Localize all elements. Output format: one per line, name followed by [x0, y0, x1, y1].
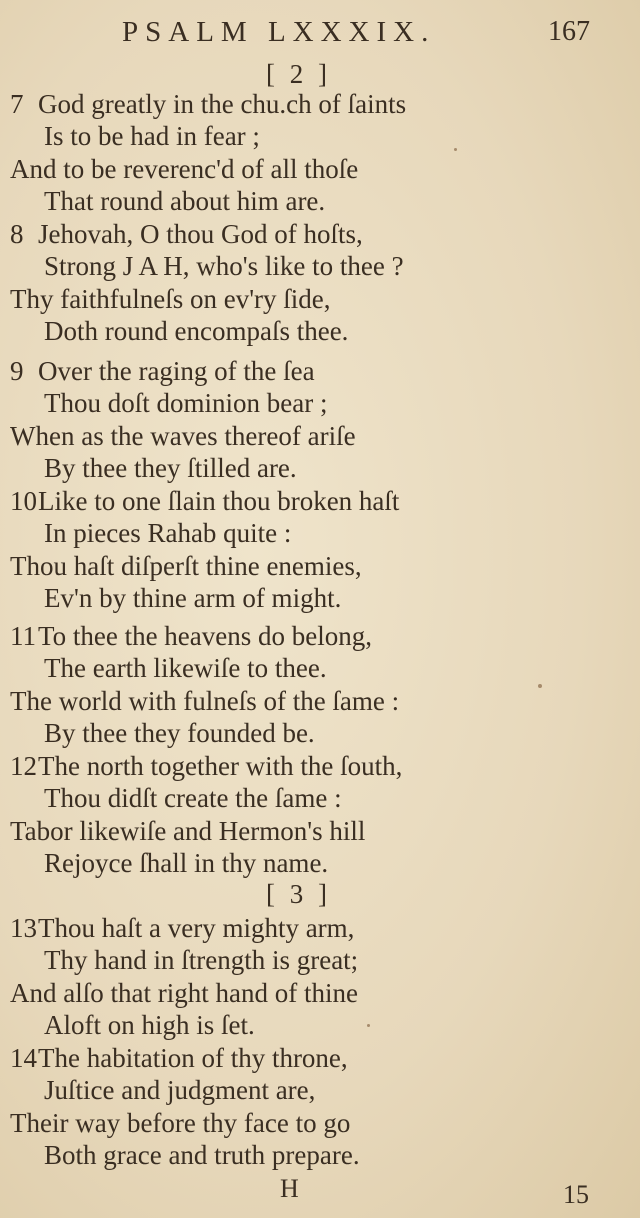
verse-line: Rejoyce ſhall in thy name.: [44, 848, 329, 878]
verse-line: When as the waves thereof ariſe: [10, 421, 356, 451]
verse-line: Doth round encompaſs thee.: [44, 316, 349, 346]
verse-line: Ev'n by thine arm of might.: [44, 583, 342, 613]
verse-line: [10, 88, 406, 120]
running-title: PSALM LXXXIX.: [122, 16, 436, 48]
verse-line: And alſo that right hand of thine: [10, 978, 358, 1008]
verse-text: Like to one ſlain thou broken haſt: [38, 486, 400, 516]
section-marker: [ 2 ]: [266, 59, 331, 89]
verse-line: That round about him are.: [44, 186, 326, 216]
verse-line: Tabor likewiſe and Hermon's hill: [10, 816, 366, 846]
verse-line: Thy hand in ſtrength is great;: [44, 945, 359, 975]
verse-line: [10, 620, 372, 652]
verse-line: Is to be had in fear ;: [44, 121, 260, 151]
verse-line: In pieces Rahab quite :: [44, 518, 292, 548]
verse-text: Jehovah, O thou God of hoſts,: [38, 219, 363, 249]
verse-number: 13: [10, 913, 37, 943]
section-marker: [ 3 ]: [266, 879, 331, 909]
verse-text: The north together with the ſouth,: [38, 751, 403, 781]
page-header: [0, 12, 640, 52]
page-number: 167: [548, 16, 590, 47]
verse-line: [10, 218, 363, 250]
paper-speck: [538, 684, 542, 688]
verse-number: 10: [10, 486, 37, 516]
verse-line: [10, 750, 402, 782]
verse-line: The world with fulneſs of the ſame :: [10, 686, 400, 716]
verse-line: And to be reverenc'd of all thoſe: [10, 154, 359, 184]
verse-line: Aloft on high is ſet.: [44, 1010, 255, 1040]
verse-number: 11: [10, 621, 36, 651]
verse-line: Their way before thy face to go: [10, 1108, 351, 1138]
verse-text: To thee the heavens do belong,: [38, 621, 373, 651]
verse-text: The habitation of thy throne,: [38, 1043, 348, 1073]
verse-text: Over the raging of the ſea: [38, 356, 315, 386]
verse-text: Thou haſt a very mighty arm,: [38, 913, 355, 943]
verse-line: By thee they founded be.: [44, 718, 315, 748]
verse-text: God greatly in the chu.ch of ſaints: [38, 89, 407, 119]
verse-line: The earth likewiſe to thee.: [44, 653, 327, 683]
verse-line: [10, 1042, 348, 1074]
verse-line: Both grace and truth prepare.: [44, 1140, 360, 1170]
verse-number: 14: [10, 1043, 37, 1073]
verse-line: By thee they ſtilled are.: [44, 453, 297, 483]
paper-speck: [367, 1024, 370, 1027]
verse-line: Juſtice and judgment are,: [44, 1075, 316, 1105]
verse-number: 7: [10, 89, 24, 119]
verse-line: Strong J A H, who's like to thee ?: [44, 251, 404, 281]
verse-line: [10, 355, 315, 387]
verse-number: 9: [10, 356, 24, 386]
verse-line: Thou haſt diſperſt thine enemies,: [10, 551, 362, 581]
verse-line: [10, 912, 354, 944]
paper-speck: [454, 148, 457, 151]
signature-mark: H: [280, 1174, 299, 1203]
verse-number: 8: [10, 219, 24, 249]
catchword-number: 15: [563, 1180, 589, 1209]
verse-line: [10, 485, 399, 517]
verse-line: Thou didſt create the ſame :: [44, 783, 342, 813]
verse-line: Thy faithfulneſs on ev'ry ſide,: [10, 284, 331, 314]
verse-line: Thou doſt dominion bear ;: [44, 388, 328, 418]
verse-number: 12: [10, 751, 37, 781]
